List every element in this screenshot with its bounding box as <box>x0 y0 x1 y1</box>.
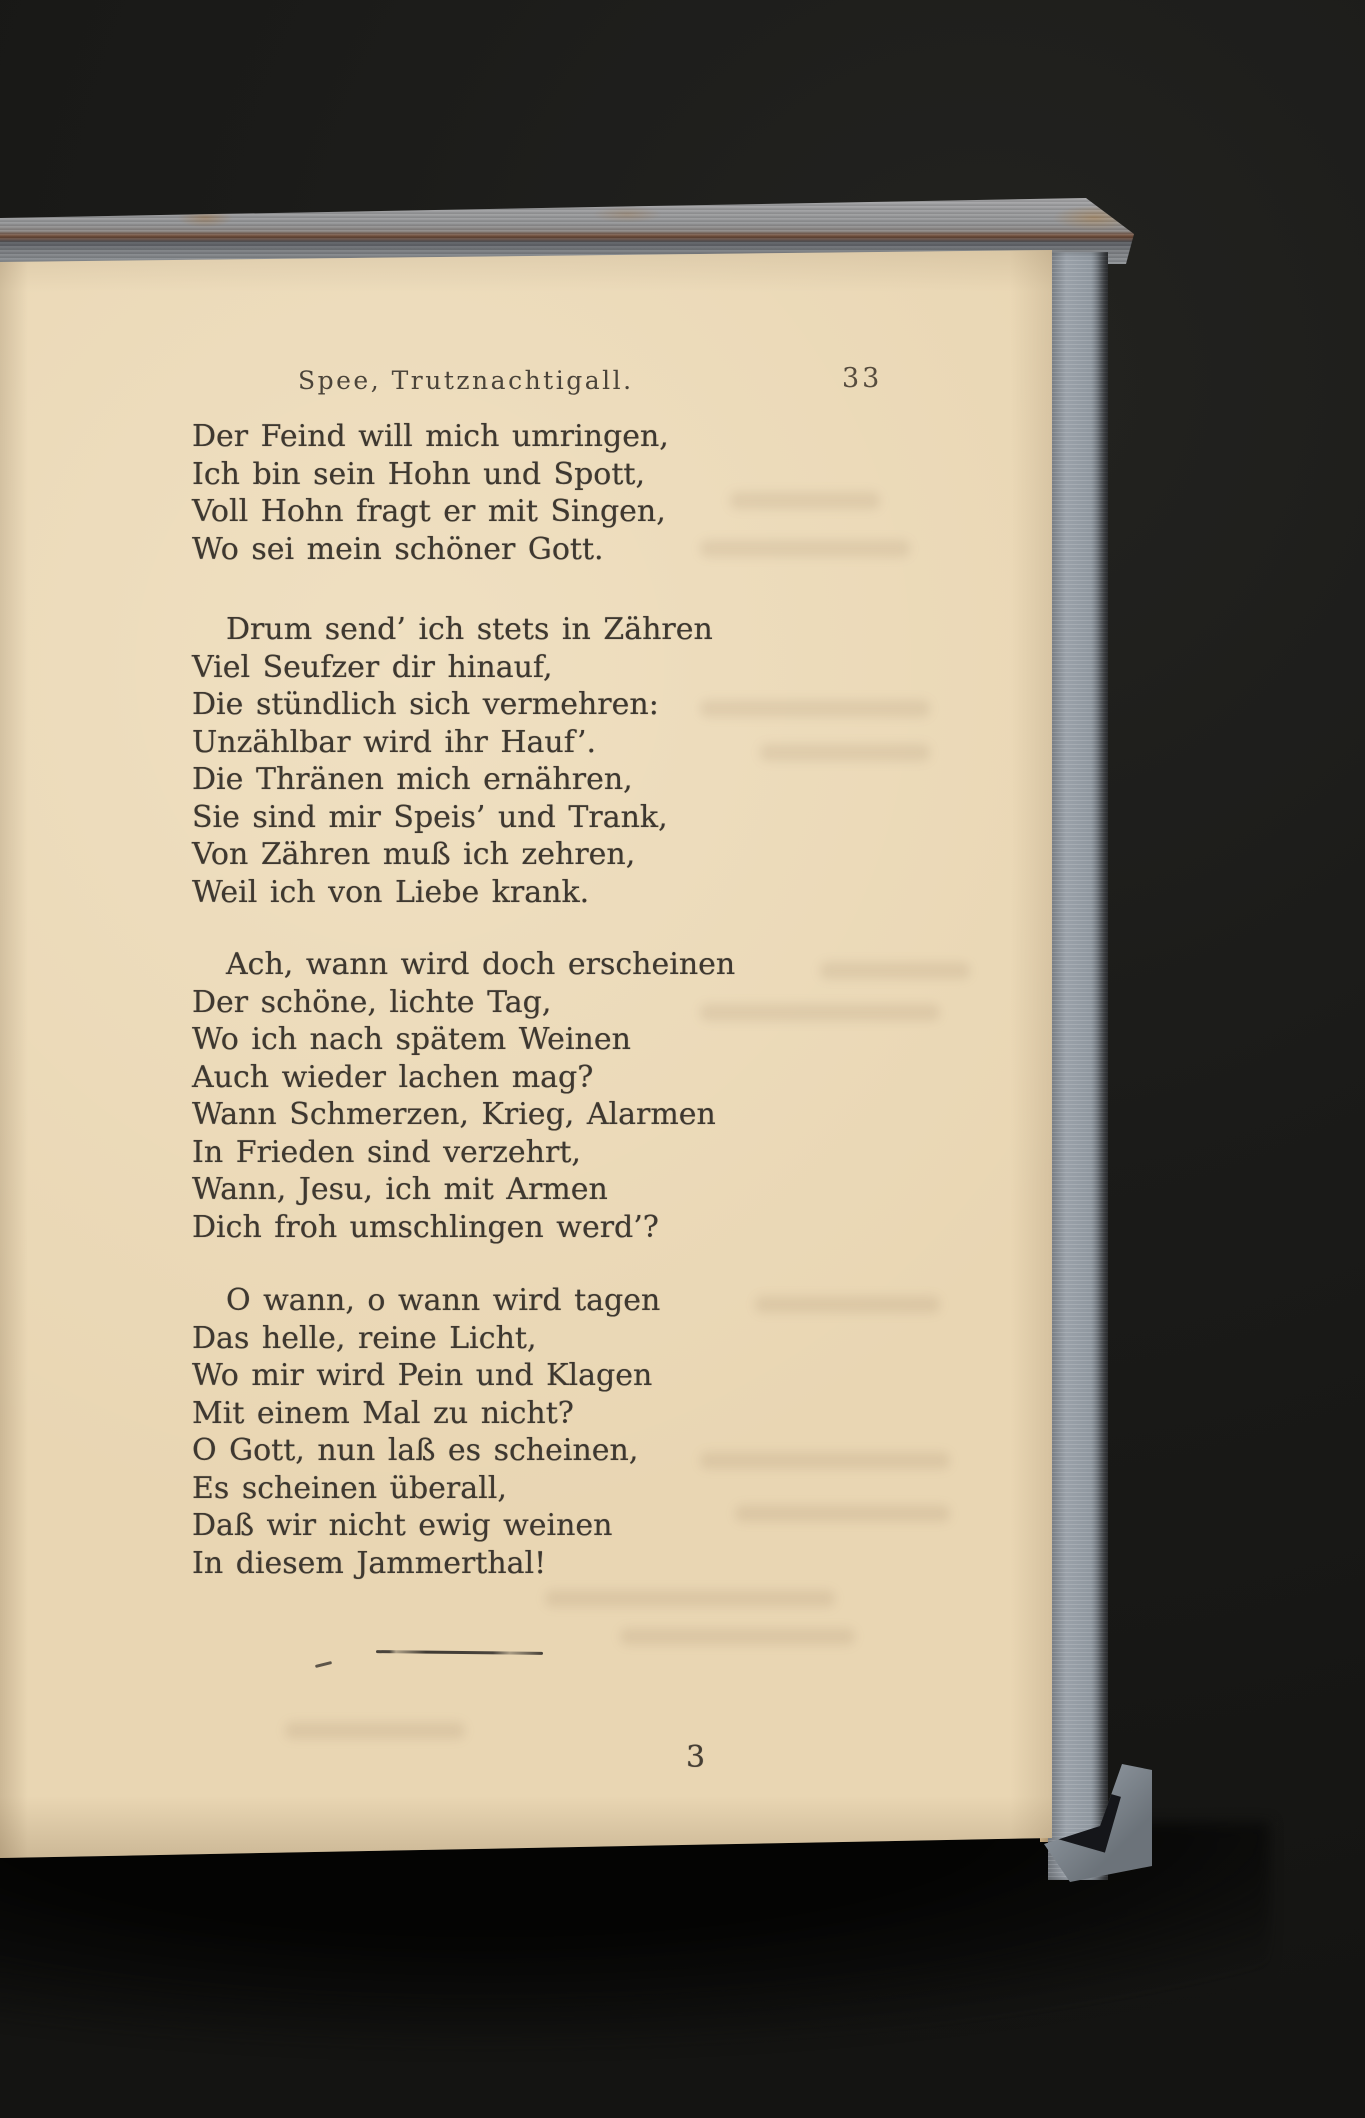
stanza-1 <box>192 418 669 568</box>
poem-line: O Gott, nun laß es scheinen, <box>192 1433 639 1468</box>
stanza-4 <box>192 1282 660 1582</box>
bleed-through-text <box>700 1004 940 1021</box>
poem-line: Ich bin sein Hohn und Spott, <box>192 456 646 492</box>
poem-line: Mit einem Mal zu nicht? <box>192 1395 574 1431</box>
bleed-through-text <box>285 1722 465 1739</box>
bleed-through-text <box>755 1296 940 1313</box>
poem-line: Der schöne, lichte Tag, <box>192 984 552 1020</box>
poem-line: Ach, wann wird doch erscheinen <box>226 947 736 982</box>
stanza-2 <box>192 611 713 911</box>
poem-line: Wo ich nach spätem Weinen <box>192 1022 631 1057</box>
poem-line: Der Feind will mich umringen, <box>192 419 669 454</box>
poem-line: Viel Seufzer dir hinauf, <box>192 649 553 685</box>
bleed-through-text <box>620 1628 855 1645</box>
poem-line: Sie sind mir Speis’ und Trank, <box>192 799 668 835</box>
poem-line: In Frieden sind verzehrt, <box>192 1134 581 1170</box>
poem-line: Es scheinen überall, <box>192 1470 507 1506</box>
poem-line: In diesem Jammerthal! <box>192 1545 547 1581</box>
book-fore-edge <box>1048 252 1108 1880</box>
stanza-3 <box>192 946 735 1246</box>
bleed-through-text <box>730 492 880 509</box>
bleed-through-text <box>820 962 970 979</box>
poem-line: Wann, Jesu, ich mit Armen <box>192 1172 608 1207</box>
poem-line: Daß wir nicht ewig weinen <box>192 1508 613 1543</box>
poem-line: Voll Hohn fragt er mit Singen, <box>192 494 666 529</box>
poem-line: Die stündlich sich vermehren: <box>192 687 659 722</box>
poem-line: Wann Schmerzen, Krieg, Alarmen <box>192 1097 716 1132</box>
poem-line: Weil ich von Liebe krank. <box>192 874 590 910</box>
running-header-title: Spee, Trutznachtigall. <box>298 366 634 395</box>
poem-line: Das helle, reine Licht, <box>192 1320 537 1356</box>
poem-line: Von Zähren muß ich zehren, <box>192 837 636 872</box>
bleed-through-text <box>700 1452 950 1469</box>
page-number: 3 <box>686 1740 706 1775</box>
bleed-through-text <box>700 700 930 717</box>
poem-line: Auch wieder lachen mag? <box>192 1059 594 1095</box>
poem-line: Wo mir wird Pein und Klagen <box>192 1358 653 1393</box>
poem-line: Die Thränen mich ernähren, <box>192 762 633 797</box>
poem-line: Unzählbar wird ihr Hauf’. <box>192 724 597 760</box>
poem-line: O wann, o wann wird tagen <box>226 1283 661 1318</box>
bleed-through-text <box>760 744 930 761</box>
bleed-through-text <box>700 540 910 557</box>
poem-line: Wo sei mein schöner Gott. <box>192 531 604 567</box>
poem-line: Dich froh umschlingen werd’? <box>192 1209 659 1245</box>
folio-number: 33 <box>842 363 883 394</box>
bleed-through-text <box>735 1505 950 1522</box>
bleed-through-text <box>545 1590 835 1607</box>
poem-line: Drum send’ ich stets in Zähren <box>226 612 713 647</box>
